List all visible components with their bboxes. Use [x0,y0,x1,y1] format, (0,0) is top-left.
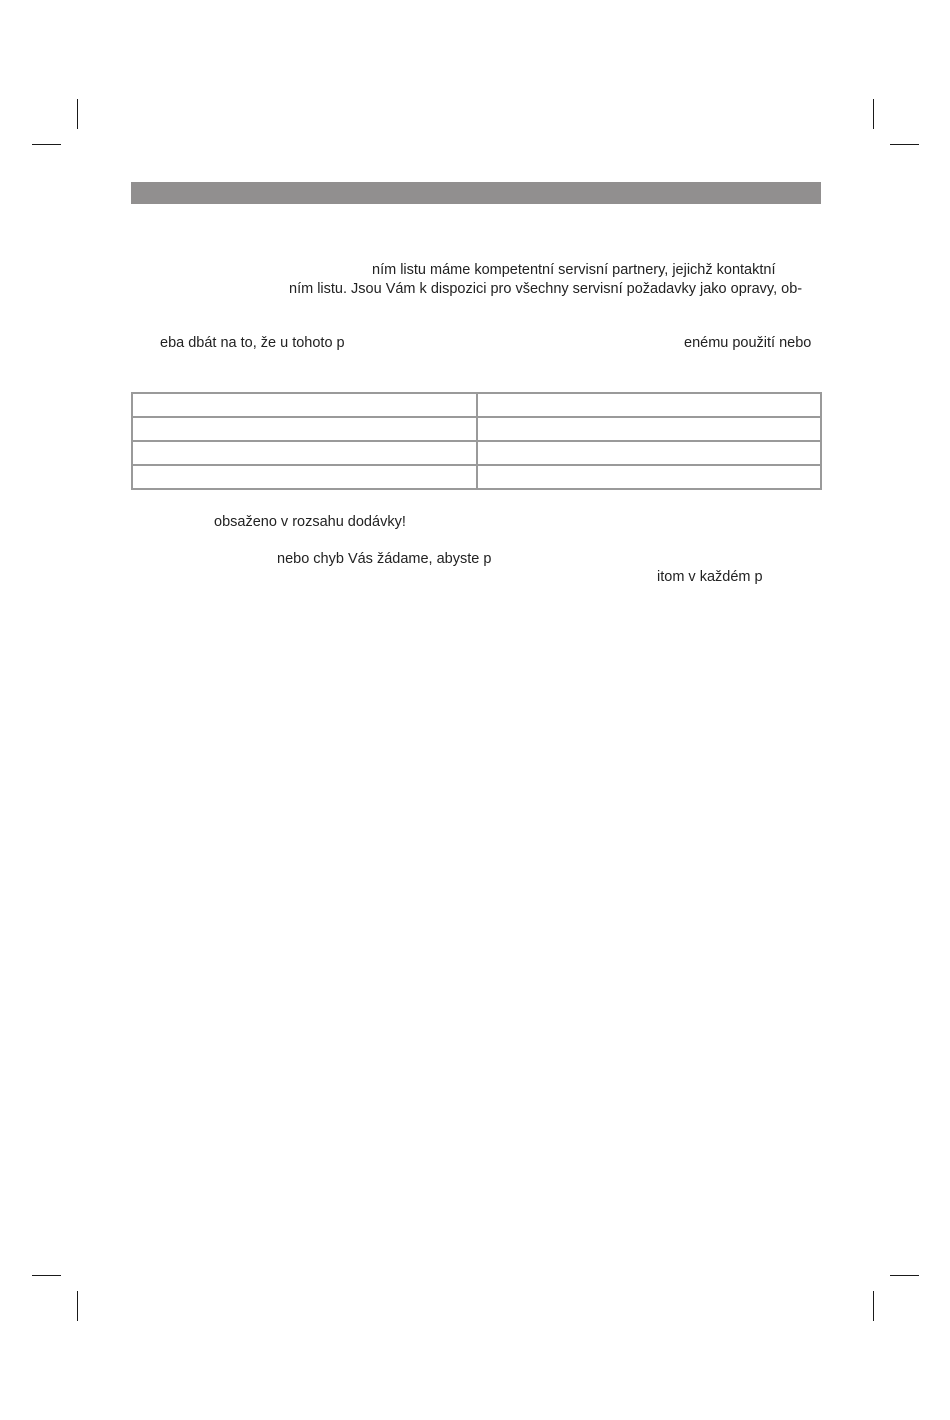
section-header-bar [131,182,821,204]
table-cell [132,417,477,441]
crop-mark-top-right-vertical [873,99,874,129]
paragraph-3-line-1: nebo chyb Vás žádame, abyste p [277,551,492,567]
table-cell [477,441,822,465]
parts-table [131,392,822,490]
crop-mark-bottom-right-horizontal [890,1275,919,1276]
crop-mark-bottom-left-horizontal [32,1275,61,1276]
crop-mark-top-left-vertical [77,99,78,129]
table-row [132,417,821,441]
table-note: obsaženo v rozsahu dodávky! [214,514,406,530]
table-cell [132,441,477,465]
paragraph-1-line-2: ním listu. Jsou Vám k dispozici pro všechny servisní požadavky jako opravy, ob- [289,281,803,297]
crop-mark-bottom-right-vertical [873,1291,874,1321]
paragraph-1-line-1: ním listu máme kompetentní servisní partnery, jejichž kontaktní [372,262,776,278]
paragraph-3-line-2: itom v každém p [657,569,763,585]
table-row [132,393,821,417]
paragraph-2-left: eba dbát na to, že u tohoto p [160,335,345,351]
table-cell [477,393,822,417]
table-row [132,465,821,489]
crop-mark-top-right-horizontal [890,144,919,145]
crop-mark-top-left-horizontal [32,144,61,145]
crop-mark-bottom-left-vertical [77,1291,78,1321]
table-cell [477,417,822,441]
table-cell [132,465,477,489]
paragraph-2-right: enému použití nebo [684,335,812,351]
table-cell [132,393,477,417]
table-cell [477,465,822,489]
table-row [132,441,821,465]
